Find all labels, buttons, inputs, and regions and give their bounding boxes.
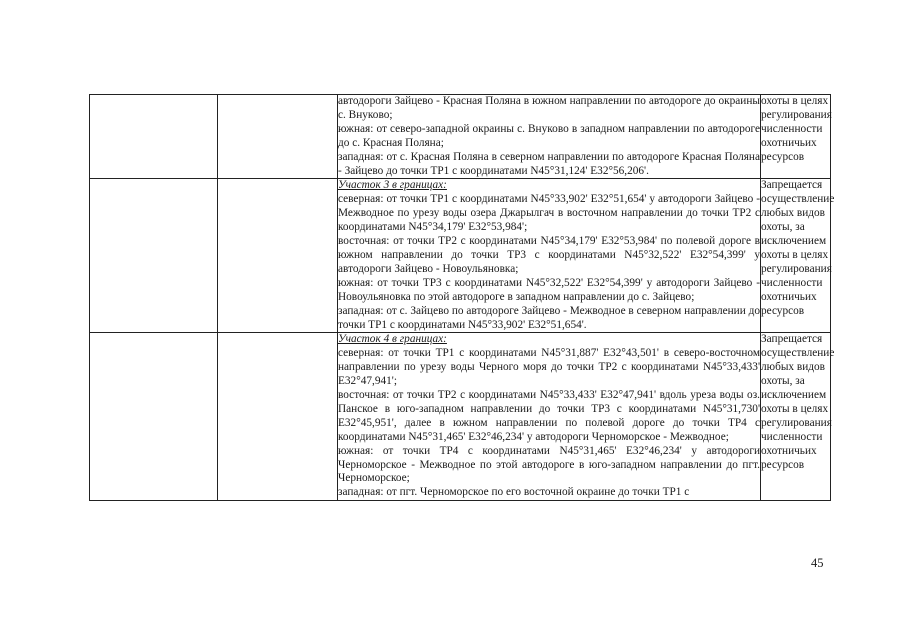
table-row [90,179,831,333]
column-2-cell [218,95,338,179]
restriction-text: Запрещается осуществление любых видов охоты, за исключением охоты в целях регулирования численности охотничьих ресурсов [761,179,835,317]
restriction-cell [761,95,831,179]
boundary-text: северная: от точки ТР1 с координатами N45°31,887' E32°43,501' в северо-восточном направлении по урезу воды Черного моря до точки ТР2 с координатами N45°33,433' E32°47,941'; [338,347,760,388]
boundary-text: восточная: от точки ТР2 с координатами N45°33,433' E32°47,941' вдоль уреза воды оз. Панское в юго-западном направлении до точки ТР3 с координатами N45°31,730' E32°45,951', далее в южном направлении по полевой дороге до точки ТР4 с координатами N45°31,465' E32°46,234' у автодороги Черноморское - Межводное; [338,389,760,443]
restriction-cell [761,333,835,501]
boundary-description-cell [338,179,761,333]
boundary-text: западная: от с. Красная Поляна в северном направлении по автодороге Красная Поляна - Зайцево до точки ТР1 с координатами N45°31,124' E32°56,206'. [338,150,760,177]
restriction-text: охоты в целях регулирования численности охотничьих ресурсов [761,95,832,163]
column-2-cell [218,179,338,333]
boundary-text: западная: от с. Зайцево по автодороге Зайцево - Межводное в северном направлении до точки ТР1 с координатами N45°33,902' E32°51,654'. [338,304,760,331]
page-number: 45 [811,556,824,570]
boundary-text: автодороги Зайцево - Красная Поляна в южном направлении по автодороге до окраины с. Внуково; [338,95,760,121]
boundary-description-cell [338,95,761,179]
column-1-cell [90,333,218,501]
boundary-text: южная: от точки ТР3 с координатами N45°32,522' E32°54,399' у автодороги Зайцево - Новоульяновка по этой автодороге в западном направлении до с. Зайцево; [338,276,760,303]
restriction-cell [761,179,835,333]
boundary-description-cell [338,333,761,501]
boundary-text: южная: от северо-западной окраины с. Внуково в западном направлении по автодороге до с. Красная Поляна; [338,122,760,149]
column-2-cell [218,333,338,501]
section-title: Участок 4 в границах: [338,333,447,346]
boundary-text: восточная: от точки ТР2 с координатами N45°34,179' E32°53,984' по полевой дороге в южном направлении до точки ТР3 с координатами N45°32,522' E32°54,399' у автодороги Зайцево - Новоульяновка; [338,235,760,275]
boundary-text: западная: от пгт. Черноморское по его восточной окраине до точки ТР1 с [338,486,690,499]
boundaries-table [89,94,835,501]
column-1-cell [90,179,218,333]
table-row [90,333,831,501]
boundary-text: северная: от точки ТР1 с координатами N45°33,902' E32°51,654' у автодороги Зайцево - Межводное по урезу воды озера Джарылгач в восточном направлении до точки ТР2 с координатами N45°34,179' E32°53,984'; [338,193,760,234]
boundary-text: южная: от точки ТР4 с координатами N45°31,465' E32°46,234' у автодороги Черноморское - Межводное по этой автодороге в юго-западном направлении до пгт. Черноморское; [338,444,760,485]
section-title: Участок 3 в границах: [338,179,447,192]
restriction-text: Запрещается осуществление любых видов охоты, за исключением охоты в целях регулирования численности охотничьих ресурсов [761,333,835,471]
table-row [90,95,831,179]
column-1-cell [90,95,218,179]
